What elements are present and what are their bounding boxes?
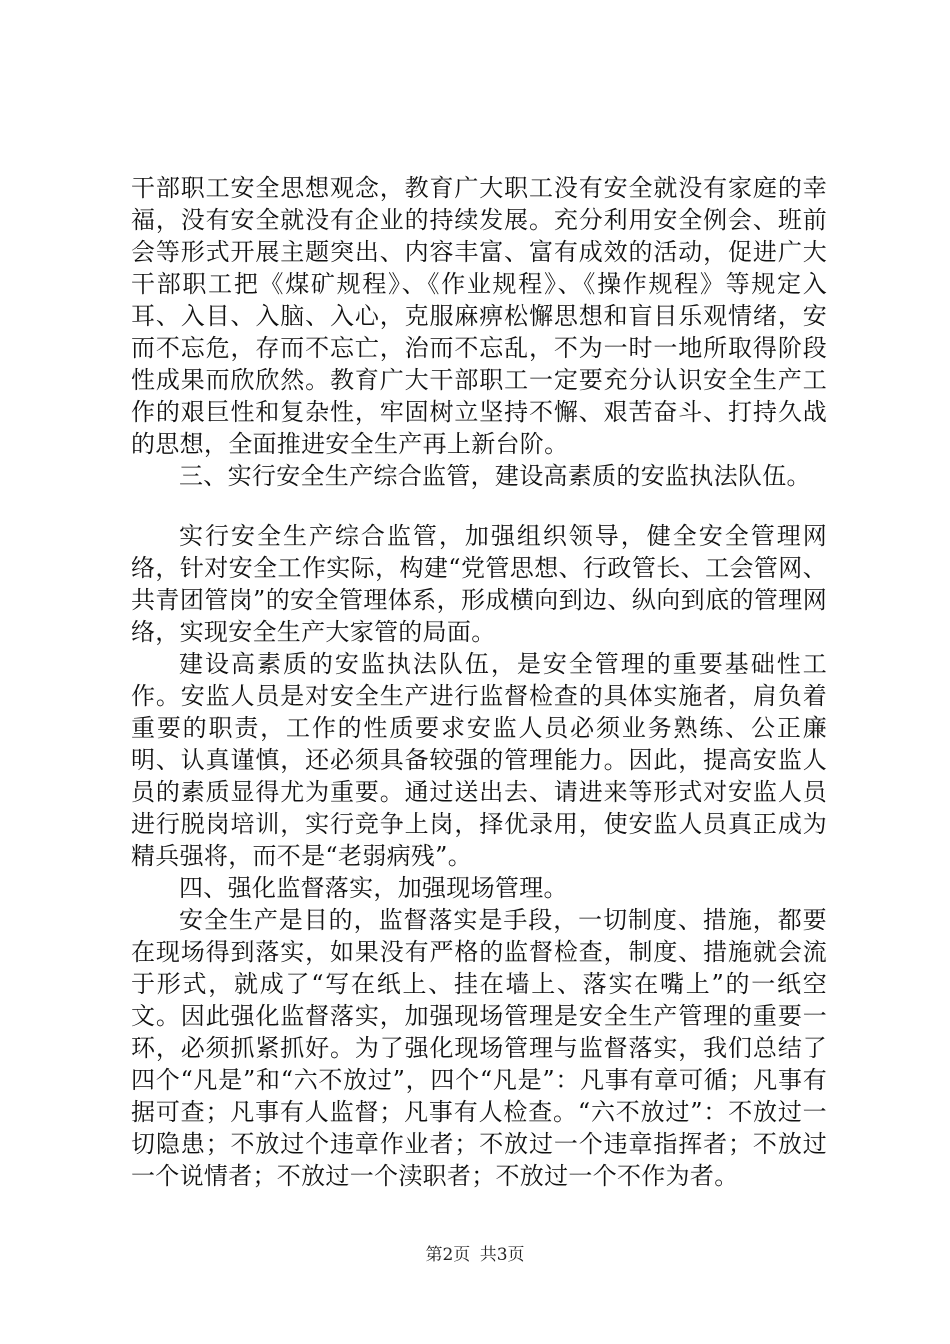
page-total: 共3页	[479, 1245, 525, 1265]
page-footer	[0, 1245, 950, 1265]
paragraph-inspection-team: 建设高素质的安监执法队伍，是安全管理的重要基础性工作。安监人员是对安全生产进行监督检查的具体实施者，肩负着重要的职责，工作的性质要求安监人员必须业务熟练、公正廉明、认真谨慎，还必须具备较强的管理能力。因此，提高安监人员的素质显得尤为重要。通过送出去、请进来等形式对安监人员进行脱岗培训，实行竞争上岗，择优录用，使安监人员真正成为精兵强将，而不是“老弱病残”。	[131, 650, 827, 870]
paragraph-field-management: 安全生产是目的，监督落实是手段，一切制度、措施，都要在现场得到落实，如果没有严格的监督检查，制度、措施就会流于形式，就成了“写在纸上、挂在墙上、落实在嘴上”的一纸空文。因此强化监督落实，加强现场管理是安全生产管理的重要一环，必须抓紧抓好。为了强化现场管理与监督落实，我们总结了四个“凡是”和“六不放过”，四个“凡是”：凡事有章可循；凡事有据可查；凡事有人监督；凡事有人检查。“六不放过”：不放过一切隐患；不放过个违章作业者；不放过一个违章指挥者；不放过一个说情者；不放过一个渎职者；不放过一个不作为者。	[131, 906, 827, 1190]
paragraph-supervision: 实行安全生产综合监管，加强组织领导，健全安全管理网络，针对安全工作实际，构建“党管思想、行政管长、工会管网、共青团管岗”的安全管理体系，形成横向到边、纵向到底的管理网络，实现安全生产大家管的局面。	[131, 522, 827, 646]
paragraph-continuation: 干部职工安全思想观念，教育广大职工没有安全就没有家庭的幸福，没有安全就没有企业的持续发展。充分利用安全例会、班前会等形式开展主题突出、内容丰富、富有成效的活动，促进广大干部职工把《煤矿规程》、《作业规程》、《操作规程》等规定入耳、入目、入脑、入心，克服麻痹松懈思想和盲目乐观情绪，安而不忘危，存而不忘亡，治而不忘乱，不为一时一地所取得阶段性成果而欣欣然。教育广大干部职工一定要充分认识安全生产工作的艰巨性和复杂性，牢固树立坚持不懈、艰苦奋斗、打持久战的思想，全面推进安全生产再上新台阶。	[131, 174, 827, 458]
document-body	[131, 172, 827, 1192]
section-heading-4: 四、强化监督落实，加强现场管理。	[179, 874, 568, 902]
section-heading-3: 三、实行安全生产综合监管，建设高素质的安监执法队伍。	[179, 462, 811, 490]
page-number: 第2页	[425, 1245, 471, 1265]
